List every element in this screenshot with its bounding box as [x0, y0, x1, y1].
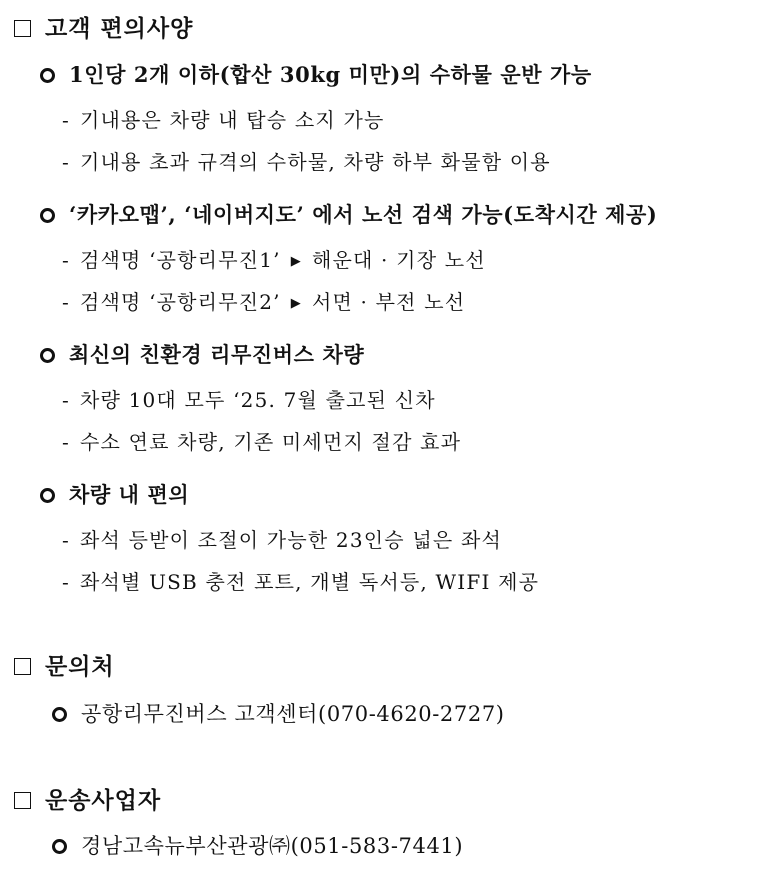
- group-heading-luggage: 1인당 2개 이하(합산 30kg 미만)의 수하물 운반 가능: [40, 64, 592, 85]
- checkbox-square-icon: [14, 792, 31, 809]
- list-item: - 좌석 등받이 조절이 가능한 23인승 넓은 좌석: [62, 528, 503, 552]
- section-title: 운송사업자: [14, 790, 161, 813]
- bullet-circle-icon: [40, 348, 55, 363]
- list-item: - 기내용은 차량 내 탑승 소지 가능: [62, 108, 385, 132]
- list-item: - 수소 연료 차량, 기존 미세먼지 절감 효과: [62, 430, 462, 454]
- bullet-circle-icon: [52, 707, 67, 722]
- checkbox-square-icon: [14, 20, 31, 37]
- contact-line: 공항리무진버스 고객센터(070-4620-2727): [52, 704, 505, 725]
- group-heading-eco-bus: 최신의 친환경 리무진버스 차량: [40, 344, 364, 365]
- triangle-right-icon: ▶: [290, 296, 302, 311]
- operator-line: 경남고속뉴부산관광㈜(051-583-7441): [52, 836, 463, 857]
- bullet-circle-icon: [40, 488, 55, 503]
- list-item: - 차량 10대 모두 ‘25. 7월 출고된 신차: [62, 388, 436, 412]
- bullet-circle-icon: [52, 839, 67, 854]
- section-title: 고객 편의사양: [14, 18, 193, 41]
- group-heading-in-vehicle: 차량 내 편의: [40, 484, 189, 505]
- checkbox-square-icon: [14, 658, 31, 675]
- bullet-circle-icon: [40, 68, 55, 83]
- bullet-circle-icon: [40, 208, 55, 223]
- list-item: - 좌석별 USB 충전 포트, 개별 독서등, WIFI 제공: [62, 570, 540, 594]
- group-heading-route-search: ‘카카오맵’, ‘네이버지도’ 에서 노선 검색 가능(도착시간 제공): [40, 204, 657, 225]
- list-item: - 기내용 초과 규격의 수하물, 차량 하부 화물함 이용: [62, 150, 551, 174]
- section-title: 문의처: [14, 656, 115, 679]
- list-item: - 검색명 ‘공항리무진1’ ▶ 해운대 · 기장 노선: [62, 248, 486, 272]
- list-item: - 검색명 ‘공항리무진2’ ▶ 서면 · 부전 노선: [62, 290, 466, 314]
- triangle-right-icon: ▶: [290, 254, 302, 269]
